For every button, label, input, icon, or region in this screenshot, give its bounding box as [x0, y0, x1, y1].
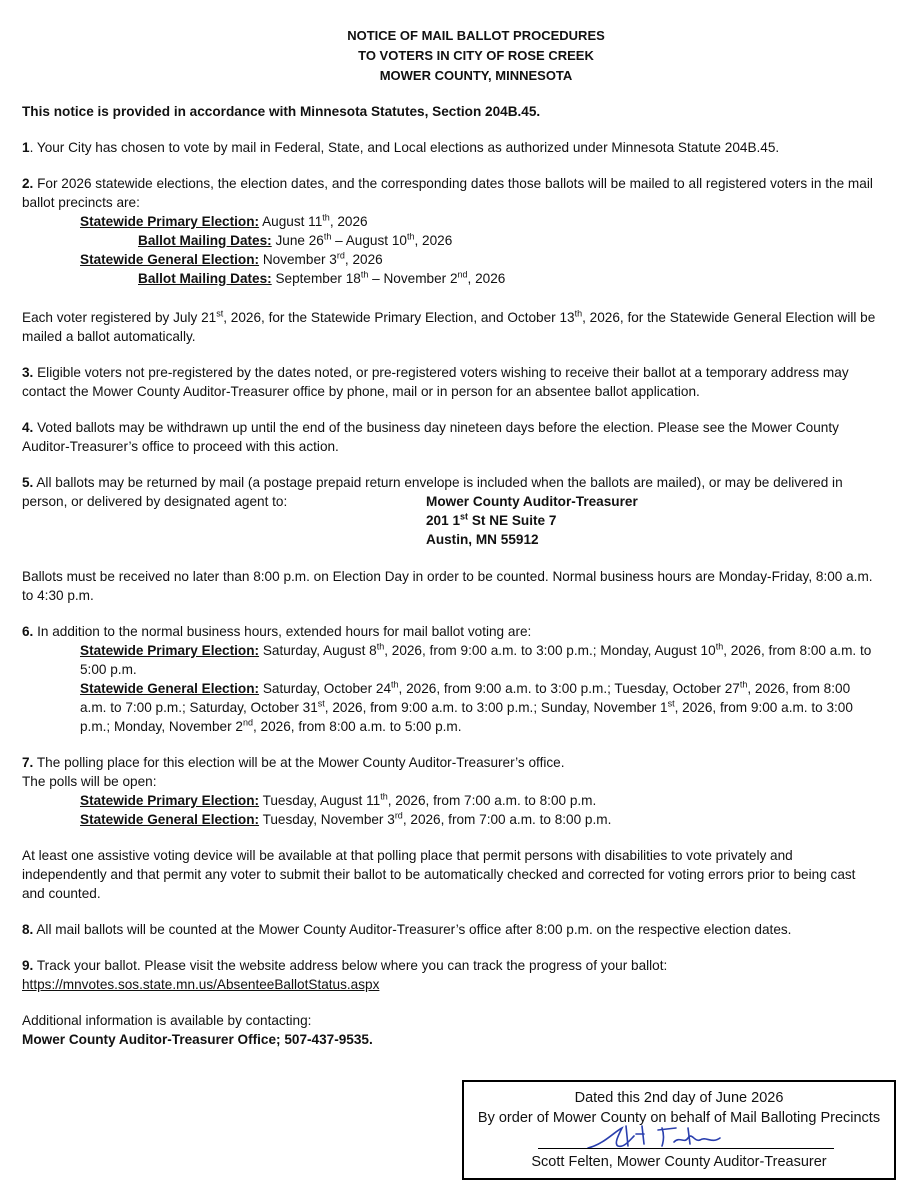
polls-primary: Statewide Primary Election: Tuesday, August 11th, 2026, from 7:00 a.m. to 8:00 p.m. — [80, 791, 597, 808]
dated-line: Dated this 2nd day of June 2026 — [574, 1090, 784, 1106]
general-mailing-dates: Ballot Mailing Dates: September 18th – November 2nd, 2026 — [138, 269, 506, 286]
notice-document — [22, 26, 880, 1049]
item-1: 1. Your City has chosen to vote by mail in Federal, State, and Local elections as authorized under Minnesota Statute 204B.45. — [22, 140, 780, 155]
address-line-2: 201 1st St NE Suite 7 — [426, 511, 557, 528]
signature-line — [538, 1148, 834, 1149]
signature-box — [462, 1080, 896, 1180]
extended-hours-general: Statewide General Election: Saturday, October 24th, 2026, from 9:00 a.m. to 3:00 p.m.; Tuesday, October 27th, 2026, from 8:00 a.m. to 7:00 p.m.; Saturday, October 31st, 2026, from 9:00 a.m. to 3:00 p.m.; Sunday, November 1st, 2026, from 9:00 a.m. to 3:00 p.m.; Monday, November 2nd, 2026, from 8:00 a.m. to 5:00 p.m. — [80, 679, 853, 734]
ballot-status-link[interactable]: https://mnvotes.sos.state.mn.us/AbsenteeBallotStatus.aspx — [22, 977, 380, 992]
item-9: 9. Track your ballot. Please visit the website address below where you can track the progress of your ballot: https://mnvotes.sos.state.mn.us/AbsenteeBallotStatus.aspx — [22, 958, 668, 992]
title-line-3: MOWER COUNTY, MINNESOTA — [379, 68, 573, 83]
handwritten-signature — [584, 1122, 734, 1154]
extended-hours-primary: Statewide Primary Election: Saturday, August 8th, 2026, from 9:00 a.m. to 3:00 p.m.; Monday, August 10th, 2026, from 8:00 a.m. to 5:00 p.m. — [80, 641, 872, 677]
item-8: 8. All mail ballots will be counted at the Mower County Auditor-Treasurer’s office after 8:00 p.m. on the respective election dates. — [22, 922, 792, 937]
item-2: 2. For 2026 statewide elections, the election dates, and the corresponding dates those ballots will be mailed to all registered voters in the mail ballot precincts are: Statewide Primary Election: August 11th, 2026 Ballot Mailing Dates: June 26th – August 10th, 2026 Statewide General Election: November 3rd, 2026 Ballot Mailing Dates: September 18th – November 2nd, 2026 — [22, 174, 880, 288]
registration-paragraph: Each voter registered by July 21st, 2026, for the Statewide Primary Election, and October 13th, 2026, for the Statewide General Election will be mailed a ballot automatically. — [22, 308, 876, 344]
contact-line: Mower County Auditor-Treasurer Office; 507-437-9535. — [22, 1032, 373, 1047]
notice-title — [72, 26, 880, 86]
signer-name: Scott Felten, Mower County Auditor-Treasurer — [531, 1154, 827, 1170]
polls-open-label: The polls will be open: — [22, 774, 157, 789]
polls-general: Statewide General Election: Tuesday, November 3rd, 2026, from 7:00 a.m. to 8:00 p.m. — [80, 810, 612, 827]
additional-info — [22, 1011, 880, 1049]
item-5: 5. All ballots may be returned by mail (a postage prepaid return envelope is included when the ballots are mailed), or may be delivered in person, or delivered by designated agent to: Mower County Auditor-Treasurer 201 1st St NE Suite 7 Austin, MN 55912 — [22, 473, 880, 569]
additional-info-label: Additional information is available by contacting: — [22, 1013, 312, 1028]
primary-mailing-dates: Ballot Mailing Dates: June 26th – August 10th, 2026 — [138, 231, 453, 248]
address-line-3: Austin, MN 55912 — [426, 532, 539, 547]
item-4: 4. Voted ballots may be withdrawn up until the end of the business day nineteen days before the election. Please see the Mower County Auditor-Treasurer’s office to proceed with this action. — [22, 420, 839, 454]
title-line-1: NOTICE OF MAIL BALLOT PROCEDURES — [347, 28, 605, 43]
primary-election-date: Statewide Primary Election: August 11th, 2026 — [80, 212, 368, 229]
assistive-device-paragraph: At least one assistive voting device will be available at that polling place that permit persons with disabilities to vote privately and independently and that permit any voter to submit their ballot to be automatically checked and corrected for voting errors prior to being cast and counted. — [22, 848, 856, 901]
order-line: By order of Mower County on behalf of Mail Balloting Precincts — [477, 1110, 881, 1126]
item-6: 6. In addition to the normal business hours, extended hours for mail ballot voting are: Statewide Primary Election: Saturday, August 8th, 2026, from 9:00 a.m. to 3:00 p.m.; Monday, August 10th, 2026, from 8:00 a.m. to 5:00 p.m. Statewide General Election: Saturday, October 24th, 2026, from 9:00 a.m. to 3:00 p.m.; Tuesday, October 27th, 2026, from 8:00 a.m. to 7:00 p.m.; Saturday, October 31st, 2026, from 9:00 a.m. to 3:00 p.m.; Sunday, November 1st, 2026, from 9:00 a.m. to 3:00 p.m.; Monday, November 2nd, 2026, from 8:00 a.m. to 5:00 p.m. — [22, 622, 880, 736]
intro-statement: This notice is provided in accordance with Minnesota Statutes, Section 204B.45. — [22, 104, 541, 119]
title-line-2: TO VOTERS IN CITY OF ROSE CREEK — [358, 48, 594, 63]
general-election-date: Statewide General Election: November 3rd, 2026 — [80, 250, 383, 267]
item-7: 7. The polling place for this election will be at the Mower County Auditor-Treasurer’s office. The polls will be open: Statewide Primary Election: Tuesday, August 11th, 2026, from 7:00 a.m. to 8:00 p.m. Statewide General Election: Tuesday, November 3rd, 2026, from 7:00 a.m. to 8:00 p.m. — [22, 753, 880, 829]
return-address — [22, 494, 880, 569]
address-line-1: Mower County Auditor-Treasurer — [426, 494, 638, 509]
item-3: 3. Eligible voters not pre-registered by the dates noted, or pre-registered voters wishing to receive their ballot at a temporary address may contact the Mower County Auditor-Treasurer office by phone, mail or in person for an absentee ballot application. — [22, 365, 849, 399]
deadline-paragraph: Ballots must be received no later than 8:00 p.m. on Election Day in order to be counted. Normal business hours are Monday-Friday, 8:00 a.m. to 4:30 p.m. — [22, 569, 873, 603]
